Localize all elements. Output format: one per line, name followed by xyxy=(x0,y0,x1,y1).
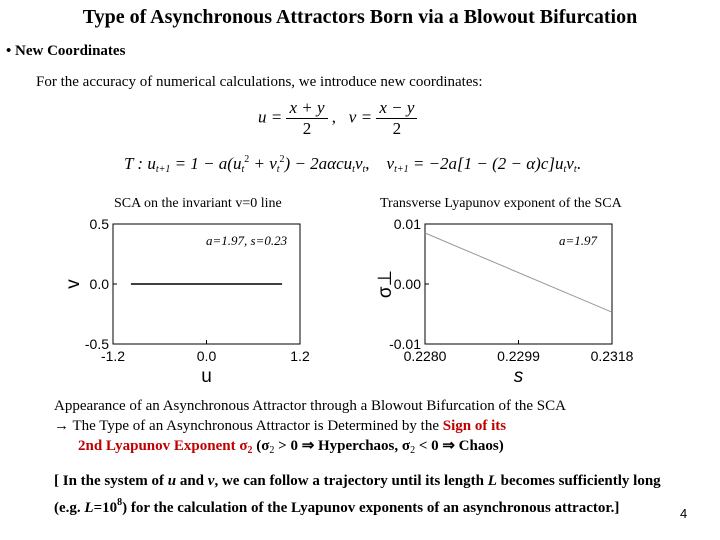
bullet-icon: • xyxy=(6,43,12,59)
x-axis-label: u xyxy=(201,366,212,387)
x-axis-label: s xyxy=(513,366,524,387)
body-paragraph-1 xyxy=(54,396,694,461)
page-number: 4 xyxy=(680,506,688,521)
u-lhs: u = xyxy=(258,107,283,127)
map-equation: T : $u_{t+1} = 1 - a(u_t^2 + v_t^2) - 2a\alpha cu_tv_t$, $v_{t+1} = -2a[1 - (2 - \alpha)c]u_tv_t$. xyxy=(124,154,581,175)
x-tick-label: 0.2299 xyxy=(497,348,540,364)
x-tick-label: 0.0 xyxy=(196,348,217,364)
v-numerator: x − y xyxy=(376,98,417,119)
body-line-2: → The Type of an Asynchronous Attractor is Determined by the Sign of its xyxy=(54,418,507,434)
map-name: T : xyxy=(124,154,144,173)
map-v: v xyxy=(386,154,395,173)
y-axis-label: σ⊥ xyxy=(375,269,396,299)
y-tick-label: 0.01 xyxy=(393,216,421,232)
slide-title: Type of Asynchronous Attractors Born via a Blowout Bifurcation xyxy=(82,6,638,28)
y-tick-label: 0.5 xyxy=(89,216,109,232)
y-axis-label: v xyxy=(63,279,84,289)
left-plot-annotation: a=1.97, s=0.23 xyxy=(206,233,288,248)
bullet-text: New Coordinates xyxy=(15,43,126,59)
body-line-1: Appearance of an Asynchronous Attractor through a Blowout Bifurcation of the SCA xyxy=(54,398,566,414)
x-tick-label: 1.2 xyxy=(290,348,310,364)
body-line-3: 2nd Lyapunov Exponent $\sigma_2$ ($\sigma_2 > 0$ ⇒ Hyperchaos, $\sigma_2 < 0$ ⇒ Chaos) xyxy=(78,438,504,456)
left-plot-caption: SCA on the invariant v=0 line xyxy=(114,196,282,211)
highlight-lyapunov: 2nd Lyapunov Exponent σ xyxy=(78,438,248,454)
right-plot-annotation: a=1.97 xyxy=(559,233,598,248)
v-denominator: 2 xyxy=(392,119,402,138)
right-plot-caption: Transverse Lyapunov exponent of the SCA xyxy=(380,196,622,211)
y-tick-label: 0.0 xyxy=(89,276,109,292)
x-tick-label: -1.2 xyxy=(100,348,126,364)
y-tick-label: 0.00 xyxy=(393,276,421,292)
eq-separator: , xyxy=(331,107,337,127)
y-tick-label: -0.01 xyxy=(389,336,421,352)
x-tick-label: 0.2318 xyxy=(590,348,634,364)
v-lhs: v = xyxy=(348,107,373,127)
highlight-sign: Sign of its xyxy=(442,418,507,434)
intro-text: For the accuracy of numerical calculations, we introduce new coordinates: xyxy=(36,74,483,90)
map-u: u xyxy=(147,154,156,173)
y-tick-label: -0.5 xyxy=(84,336,109,352)
x-tick-label: 0.2280 xyxy=(403,348,447,364)
u-numerator: x + y xyxy=(286,98,327,119)
u-denominator: 2 xyxy=(302,119,312,138)
body-paragraph-2: [ In the system of u and v, we can follow a trajectory until its length L becomes sufficiently long (e.g. $L=10^8$) for the calculation of the Lyapunov exponents of an asynchronous attractor.] xyxy=(54,473,661,516)
